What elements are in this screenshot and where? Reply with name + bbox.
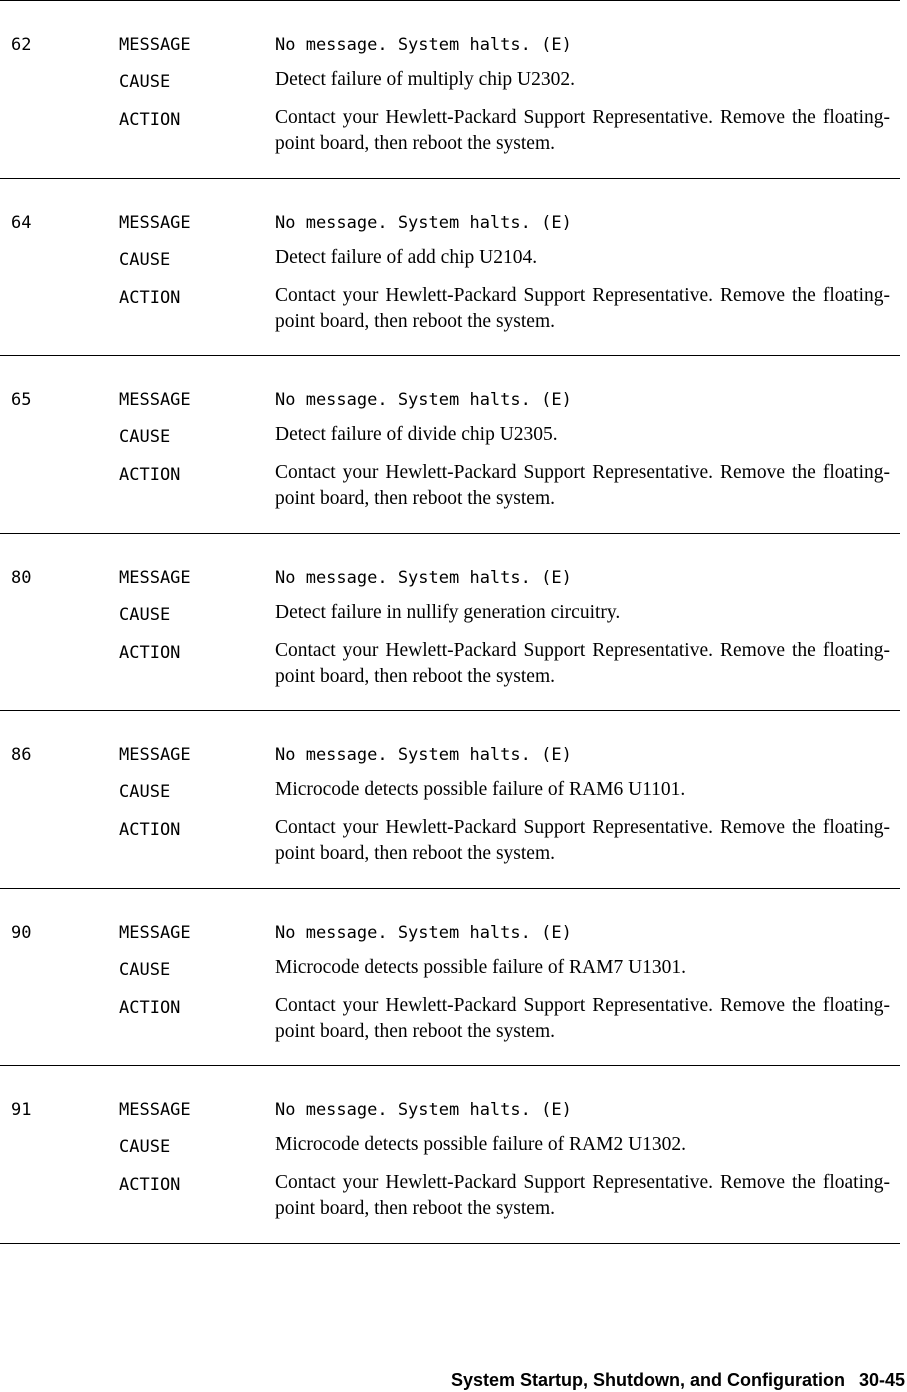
message-text: No message. System halts. (E): [275, 390, 572, 410]
cause-label: CAUSE: [119, 1137, 171, 1157]
message-text: No message. System halts. (E): [275, 745, 572, 765]
footer-section-title: System Startup, Shutdown, and Configuration: [450, 1370, 845, 1390]
page-number: 30-45: [858, 1370, 905, 1390]
error-code: 64: [11, 212, 32, 233]
message-label: MESSAGE: [119, 567, 191, 588]
message-label: MESSAGE: [119, 1100, 191, 1120]
error-code: 65: [11, 390, 32, 410]
error-entry: [0, 355, 900, 533]
error-code: 86: [11, 745, 32, 765]
error-code: 90: [11, 922, 32, 943]
cause-text: Detect failure of multiply chip U2302.: [275, 69, 576, 90]
cause-label: CAUSE: [119, 959, 171, 980]
message-text: No message. System halts. (E): [275, 1100, 572, 1120]
message-text: No message. System halts. (E): [275, 212, 572, 233]
error-entry: [0, 0, 900, 178]
action-label: ACTION: [119, 820, 181, 840]
error-entry: [0, 1065, 900, 1244]
message-label: MESSAGE: [119, 390, 191, 410]
cause-label: CAUSE: [119, 604, 171, 625]
cause-label: CAUSE: [119, 427, 171, 447]
message-text: No message. System halts. (E): [275, 567, 572, 588]
error-entry: [0, 888, 900, 1066]
action-text: Contact your Hewlett-Packard Support Representative. Remove the floating-point board, then reboot the system.: [275, 107, 890, 154]
action-text: Contact your Hewlett-Packard Support Representative. Remove the floating-point board, then reboot the system.: [275, 1172, 890, 1219]
error-entry: [0, 178, 900, 356]
message-label: MESSAGE: [119, 922, 191, 943]
message-text: No message. System halts. (E): [275, 35, 572, 55]
cause-text: Microcode detects possible failure of RAM2 U1302.: [275, 1134, 687, 1155]
cause-label: CAUSE: [119, 249, 171, 270]
error-code: 91: [11, 1100, 32, 1120]
action-text: Contact your Hewlett-Packard Support Representative. Remove the floating-point board, then reboot the system.: [275, 817, 890, 864]
error-code: 80: [11, 567, 32, 588]
message-label: MESSAGE: [119, 35, 191, 55]
action-label: ACTION: [119, 997, 181, 1018]
action-label: ACTION: [119, 642, 181, 663]
action-label: ACTION: [119, 465, 181, 485]
action-label: ACTION: [119, 287, 181, 308]
message-label: MESSAGE: [119, 212, 191, 233]
cause-text: Detect failure of add chip U2104.: [275, 246, 538, 268]
action-label: ACTION: [119, 110, 181, 130]
error-entry: [0, 533, 900, 711]
cause-text: Microcode detects possible failure of RAM6 U1101.: [275, 779, 686, 800]
cause-label: CAUSE: [119, 72, 171, 92]
cause-text: Microcode detects possible failure of RAM7 U1301.: [275, 956, 687, 978]
cause-label: CAUSE: [119, 782, 171, 802]
error-entry: [0, 710, 900, 888]
cause-text: Detect failure of divide chip U2305.: [275, 424, 558, 445]
cause-text: Detect failure in nullify generation circuitry.: [275, 601, 621, 623]
action-label: ACTION: [119, 1175, 181, 1195]
message-label: MESSAGE: [119, 745, 191, 765]
message-text: No message. System halts. (E): [275, 922, 572, 943]
action-text: Contact your Hewlett-Packard Support Representative. Remove the floating-point board, then reboot the system.: [275, 994, 890, 1042]
action-text: Contact your Hewlett-Packard Support Representative. Remove the floating-point board, then reboot the system.: [275, 284, 890, 332]
action-text: Contact your Hewlett-Packard Support Representative. Remove the floating-point board, then reboot the system.: [275, 462, 890, 509]
action-text: Contact your Hewlett-Packard Support Representative. Remove the floating-point board, then reboot the system.: [275, 639, 890, 687]
page-footer: [451, 1370, 905, 1391]
error-code: 62: [11, 35, 32, 55]
